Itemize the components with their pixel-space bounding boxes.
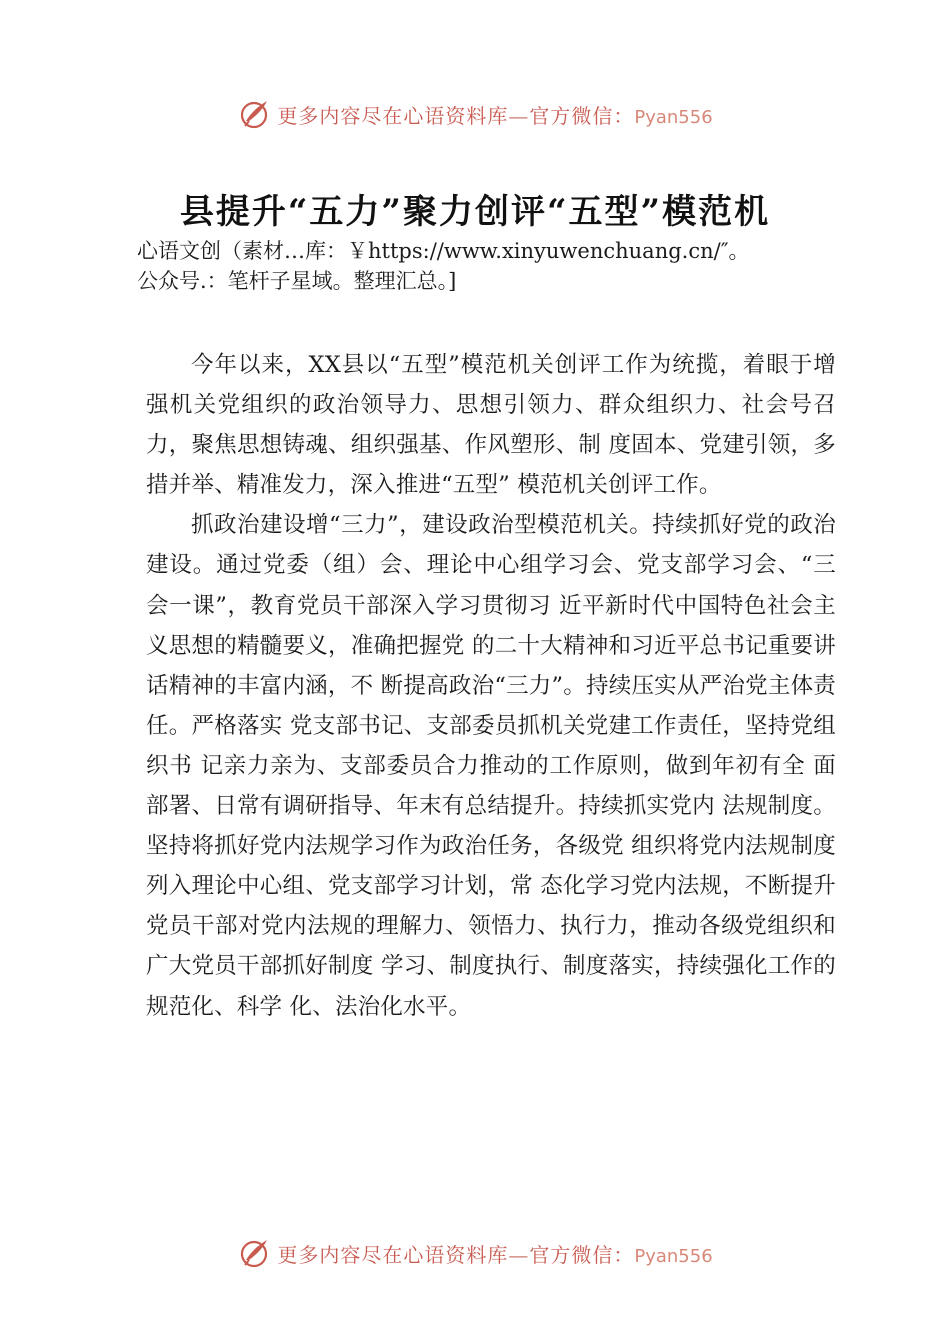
paragraph-2: 抓政治建设增“三力”，建设政治型模范机关。持续抓好党的政治建设。通过党委（组）会、理论中心组学习会、党支部学习会、“三会一课”，教育党员干部深入学习贯彻习 近平新时代中国特色社会主义思想的精髓要义，准确把握党 的二十大精神和习近平总书记重要讲话精神的丰富内涵，不 断提高政治“三力”。持续压实从严治党主体责任。严格落实 党支部书记、支部委员抓机关党建工作责任，坚持党组织书 记亲力亲为、支部委员合力推动的工作原则，做到年初有全 面部署、日常有调研指导、年末有总结提升。持续抓实党内 法规制度。坚持将抓好党内法规学习作为政治任务，各级党 组织将党内法规制度列入理论中心组、党支部学习计划，常 态化学习党内法规，不断提升党员干部对党内法规的理解力、领悟力、执行力，推动各级党组织和广大党员干部抓好制度 学习、制度执行、制度落实，持续强化工作的规范化、科学 化、法治化水平。 [146, 512, 836, 1020]
source-line-1: 心语文创（素材…库：￥https://www.xinyuwenchuang.cn/″。 [137, 239, 750, 263]
footer-banner [0, 1233, 950, 1273]
paragraph-1: 今年以来，XX县以“五型”模范机关创评工作为统揽，着眼于增强机关党组织的政治领导力、思想引领力、群众组织力、社会号召力，聚焦思想铸魂、组织强基、作风塑形、制 度固本、党建引领，多措并举、精准发力，深入推进“五型” 模范机关创评工作。 [146, 352, 836, 499]
header-banner-text: 更多内容尽在心语资料库—官方微信：Pyan556 [277, 103, 713, 128]
source-note [137, 236, 837, 296]
quill-logo-icon [237, 97, 271, 131]
quill-logo-icon [237, 1236, 271, 1270]
footer-wechat-id: Pyan556 [634, 1245, 713, 1267]
source-line-2: 公众号.：笔杆子星域。整理汇总。] [137, 269, 457, 293]
document-title: 县提升“五力”聚力创评“五型”模范机 [179, 192, 771, 232]
header-wechat-id: Pyan556 [634, 106, 713, 128]
header-banner [0, 94, 950, 134]
document-body [146, 345, 836, 1027]
footer-banner-text: 更多内容尽在心语资料库—官方微信：Pyan556 [277, 1242, 713, 1267]
